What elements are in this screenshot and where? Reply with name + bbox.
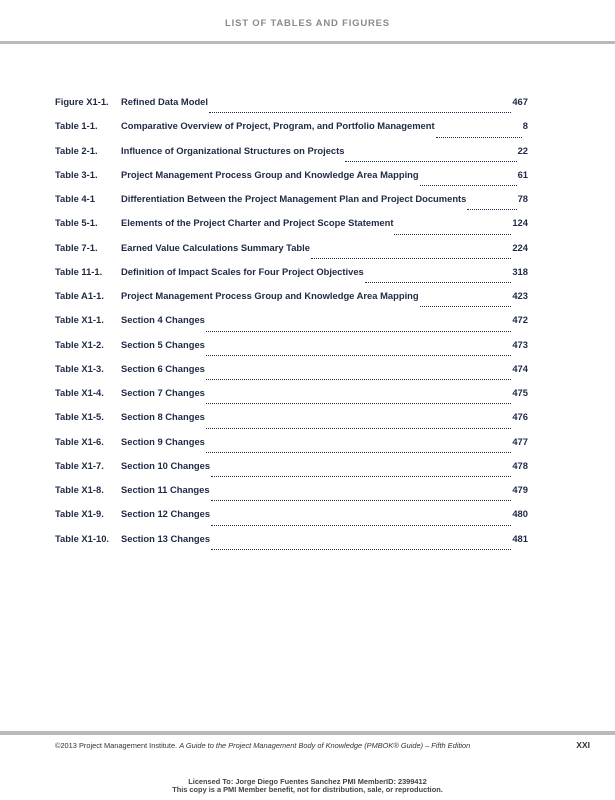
footer-copyright bbox=[55, 741, 470, 750]
toc-dot-leader bbox=[211, 475, 511, 477]
toc-entry-page: 467 bbox=[512, 96, 528, 107]
toc-entry[interactable] bbox=[55, 120, 528, 144]
toc-entry-page: 22 bbox=[517, 144, 528, 156]
toc-entry-page: 480 bbox=[512, 508, 528, 520]
toc-entry-label: Table X1-4. bbox=[55, 387, 104, 398]
toc-entry[interactable] bbox=[55, 533, 528, 557]
toc-entry-label: Table X1-6. bbox=[55, 435, 104, 447]
toc-entry-title: Section 4 Changes bbox=[121, 314, 205, 326]
toc-entry-title: Definition of Impact Scales for Four Project Objectives bbox=[121, 265, 364, 277]
toc-dot-leader bbox=[420, 184, 517, 186]
toc-entry-label: Table X1-3. bbox=[55, 362, 104, 374]
toc-dot-leader bbox=[467, 208, 516, 210]
toc-entry-title: Influence of Organizational Structures on Projects bbox=[121, 144, 345, 156]
toc-entry[interactable] bbox=[55, 169, 528, 193]
license-line-2: This copy is a PMI Member benefit, not for distribution, sale, or reproduction. bbox=[172, 785, 443, 794]
toc-entry[interactable] bbox=[55, 290, 528, 314]
toc-dot-leader bbox=[436, 136, 522, 138]
toc-entry[interactable] bbox=[55, 484, 528, 508]
toc-entry-page: 479 bbox=[512, 484, 528, 495]
toc-entry-label: Table X1-10. bbox=[55, 532, 110, 544]
toc-entry[interactable] bbox=[55, 339, 528, 363]
toc-entry[interactable] bbox=[55, 193, 528, 217]
toc-entry-page: 472 bbox=[512, 314, 528, 326]
footer-divider bbox=[0, 731, 615, 735]
toc-entry-page: 473 bbox=[512, 338, 528, 350]
toc-entry-title: Elements of the Project Charter and Project Scope Statement bbox=[121, 217, 394, 229]
page-number: XXI bbox=[576, 740, 590, 750]
toc-entry-page: 477 bbox=[512, 435, 528, 447]
toc-entry-title: Refined Data Model bbox=[121, 96, 208, 107]
toc-entry-title: Project Management Process Group and Knowledge Area Mapping bbox=[121, 168, 419, 180]
toc-entry-label: Table 2-1. bbox=[55, 144, 98, 156]
toc-entry-title: Section 12 Changes bbox=[121, 508, 211, 520]
toc-dot-leader bbox=[206, 330, 511, 332]
toc-entry-label: Table 3-1. bbox=[55, 168, 98, 180]
toc-entry[interactable] bbox=[55, 217, 528, 241]
toc-dot-leader bbox=[311, 257, 511, 259]
toc-entry-title: Section 8 Changes bbox=[121, 411, 205, 423]
toc-dot-leader bbox=[206, 402, 511, 404]
toc-entry[interactable] bbox=[55, 242, 528, 266]
toc-entry-title: Section 11 Changes bbox=[121, 484, 210, 495]
toc-dot-leader bbox=[206, 451, 511, 453]
toc-dot-leader bbox=[209, 111, 511, 113]
toc-entry[interactable] bbox=[55, 387, 528, 411]
license-line-1: Licensed To: Jorge Diego Fuentes Sanchez PMI MemberID: 2399412 bbox=[188, 777, 427, 786]
toc-entry-title: Differentiation Between the Project Management Plan and Project Documents bbox=[121, 193, 467, 204]
toc-entry-page: 124 bbox=[512, 217, 528, 229]
toc-entry-label: Table X1-9. bbox=[55, 508, 104, 520]
toc-entry[interactable] bbox=[55, 411, 528, 435]
header-divider bbox=[0, 41, 615, 44]
toc-entry-page: 481 bbox=[512, 532, 528, 544]
toc-entry-label: Table X1-5. bbox=[55, 411, 104, 423]
toc-entry-title: Section 6 Changes bbox=[121, 362, 205, 374]
toc-dot-leader bbox=[206, 378, 511, 380]
toc-dot-leader bbox=[345, 160, 516, 162]
toc-entry-page: 475 bbox=[512, 387, 528, 398]
toc-entry-page: 423 bbox=[512, 290, 528, 301]
table-of-contents-list bbox=[55, 96, 528, 557]
toc-entry-title: Section 10 Changes bbox=[121, 459, 211, 471]
toc-entry-label: Table 7-1. bbox=[55, 241, 98, 253]
toc-entry-label: Table X1-8. bbox=[55, 484, 104, 495]
toc-dot-leader bbox=[206, 354, 511, 356]
toc-entry-page: 61 bbox=[517, 168, 528, 180]
toc-dot-leader bbox=[211, 499, 512, 501]
toc-entry-page: 8 bbox=[522, 120, 528, 132]
toc-entry[interactable] bbox=[55, 460, 528, 484]
toc-dot-leader bbox=[394, 233, 511, 235]
page-header-title: LIST OF TABLES AND FIGURES bbox=[225, 18, 390, 29]
toc-entry-title: Section 7 Changes bbox=[121, 387, 205, 398]
toc-entry[interactable] bbox=[55, 363, 528, 387]
toc-entry[interactable] bbox=[55, 96, 528, 120]
toc-dot-leader bbox=[365, 281, 512, 283]
toc-dot-leader bbox=[206, 427, 511, 429]
toc-dot-leader bbox=[211, 548, 511, 550]
toc-entry-page: 78 bbox=[517, 193, 528, 204]
toc-entry[interactable] bbox=[55, 266, 528, 290]
toc-entry[interactable] bbox=[55, 508, 528, 532]
toc-entry-title: Section 5 Changes bbox=[121, 338, 205, 350]
toc-entry-label: Table X1-7. bbox=[55, 459, 104, 471]
toc-entry-page: 224 bbox=[512, 241, 528, 253]
footer-copyright-prefix: ©2013 Project Management Institute. bbox=[55, 741, 178, 750]
toc-entry-label: Table 1-1. bbox=[55, 120, 98, 132]
toc-entry-page: 476 bbox=[512, 411, 528, 423]
footer-book-title: A Guide to the Project Management Body of Knowledge (PMBOK® Guide) – Fifth Edition bbox=[179, 741, 471, 750]
toc-entry[interactable] bbox=[55, 314, 528, 338]
toc-entry-label: Table 4-1 bbox=[55, 193, 95, 204]
toc-entry[interactable] bbox=[55, 436, 528, 460]
toc-dot-leader bbox=[420, 305, 512, 307]
toc-entry-label: Table 11-1. bbox=[55, 265, 103, 277]
toc-entry-page: 318 bbox=[512, 265, 528, 277]
license-notice bbox=[0, 778, 615, 794]
toc-entry-title: Earned Value Calculations Summary Table bbox=[121, 241, 310, 253]
toc-entry-page: 474 bbox=[512, 362, 528, 374]
toc-entry-label: Table X1-1. bbox=[55, 314, 104, 326]
toc-dot-leader bbox=[211, 524, 511, 526]
toc-entry-title: Section 13 Changes bbox=[121, 532, 211, 544]
toc-entry-label: Table 5-1. bbox=[55, 217, 98, 229]
toc-entry-label: Figure X1-1. bbox=[55, 96, 109, 107]
toc-entry-label: Table A1-1. bbox=[55, 290, 104, 301]
toc-entry-page: 478 bbox=[512, 459, 528, 471]
toc-entry-title: Section 9 Changes bbox=[121, 435, 205, 447]
toc-entry[interactable] bbox=[55, 145, 528, 169]
toc-entry-label: Table X1-2. bbox=[55, 338, 104, 350]
toc-entry-title: Project Management Process Group and Knowledge Area Mapping bbox=[121, 290, 419, 301]
toc-entry-title: Comparative Overview of Project, Program, and Portfolio Management bbox=[121, 120, 435, 132]
